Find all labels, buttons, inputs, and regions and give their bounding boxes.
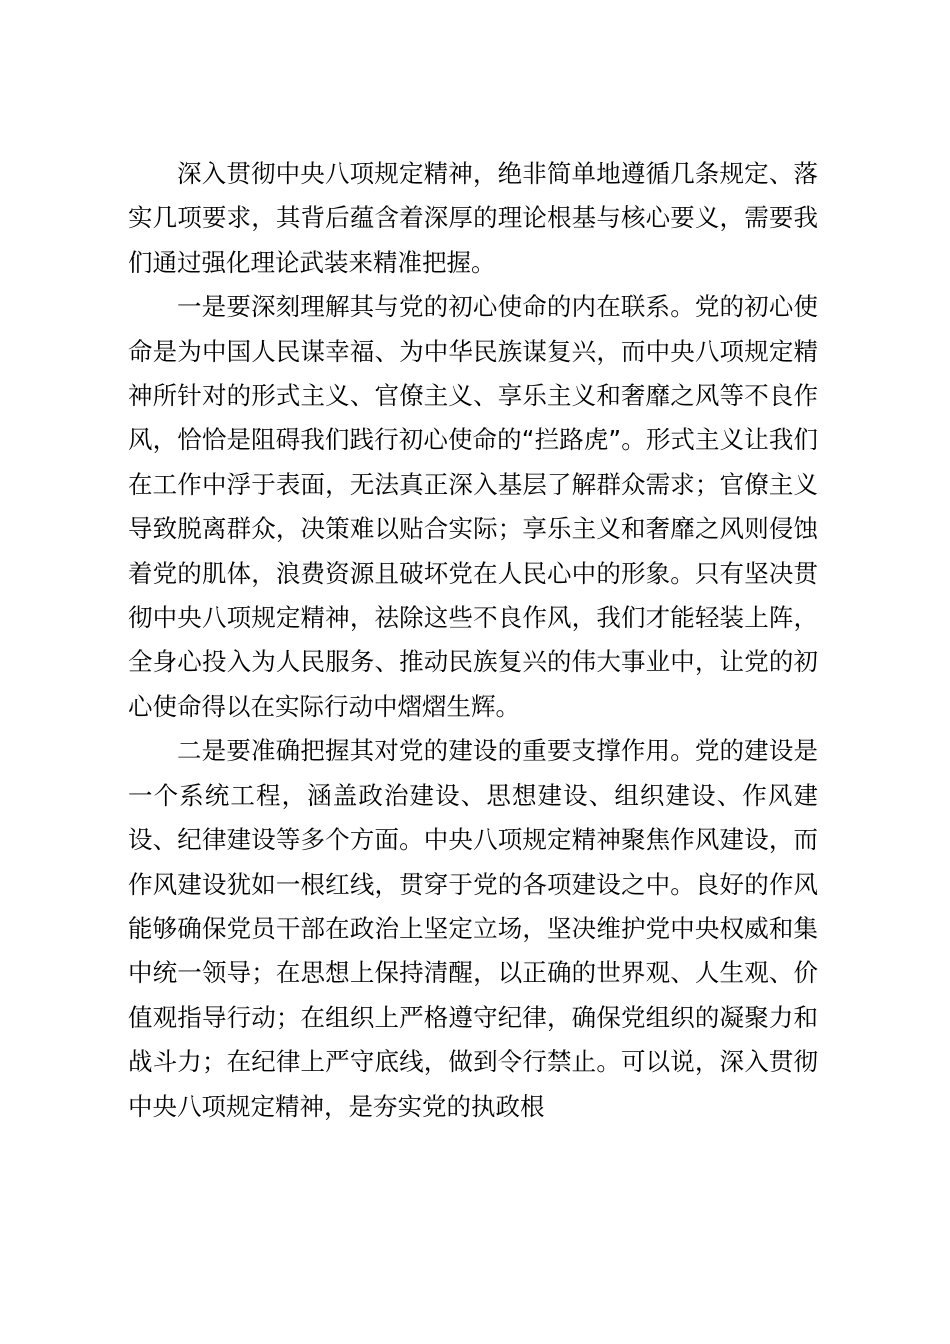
paragraph-intro: 深入贯彻中央八项规定精神，绝非简单地遵循几条规定、落实几项要求，其背后蕴含着深厚的理论根基与核心要义，需要我们通过强化理论武装来精准把握。 (128, 159, 818, 277)
paragraph-point-two: 二是要准确把握其对党的建设的重要支撑作用。党的建设是一个系统工程，涵盖政治建设、思想建设、组织建设、作风建设、纪律建设等多个方面。中央八项规定精神聚焦作风建设，而作风建设犹如一根红线，贯穿于党的各项建设之中。良好的作风能够确保党员干部在政治上坚定立场，坚决维护党中央权威和集中统一领导；在思想上保持清醒，以正确的世界观、人生观、价值观指导行动；在组织上严格遵守纪律，确保党组织的凝聚力和战斗力；在纪律上严守底线，做到令行禁止。可以说，深入贯彻中央八项规定精神，是夯实党的执政根 (128, 736, 818, 1121)
paragraph-point-one: 一是要深刻理解其与党的初心使命的内在联系。党的初心使命是为中国人民谋幸福、为中华民族谋复兴，而中央八项规定精神所针对的形式主义、官僚主义、享乐主义和奢靡之风等不良作风，恰恰是阻碍我们践行初心使命的“拦路虎”。形式主义让我们在工作中浮于表面，无法真正深入基层了解群众需求；官僚主义导致脱离群众，决策难以贴合实际；享乐主义和奢靡之风则侵蚀着党的肌体，浪费资源且破坏党在人民心中的形象。只有坚决贯彻中央八项规定精神，祛除这些不良作风，我们才能轻装上阵，全身心投入为人民服务、推动民族复兴的伟大事业中，让党的初心使命得以在实际行动中熠熠生辉。 (128, 292, 818, 721)
body-text (128, 152, 818, 1129)
